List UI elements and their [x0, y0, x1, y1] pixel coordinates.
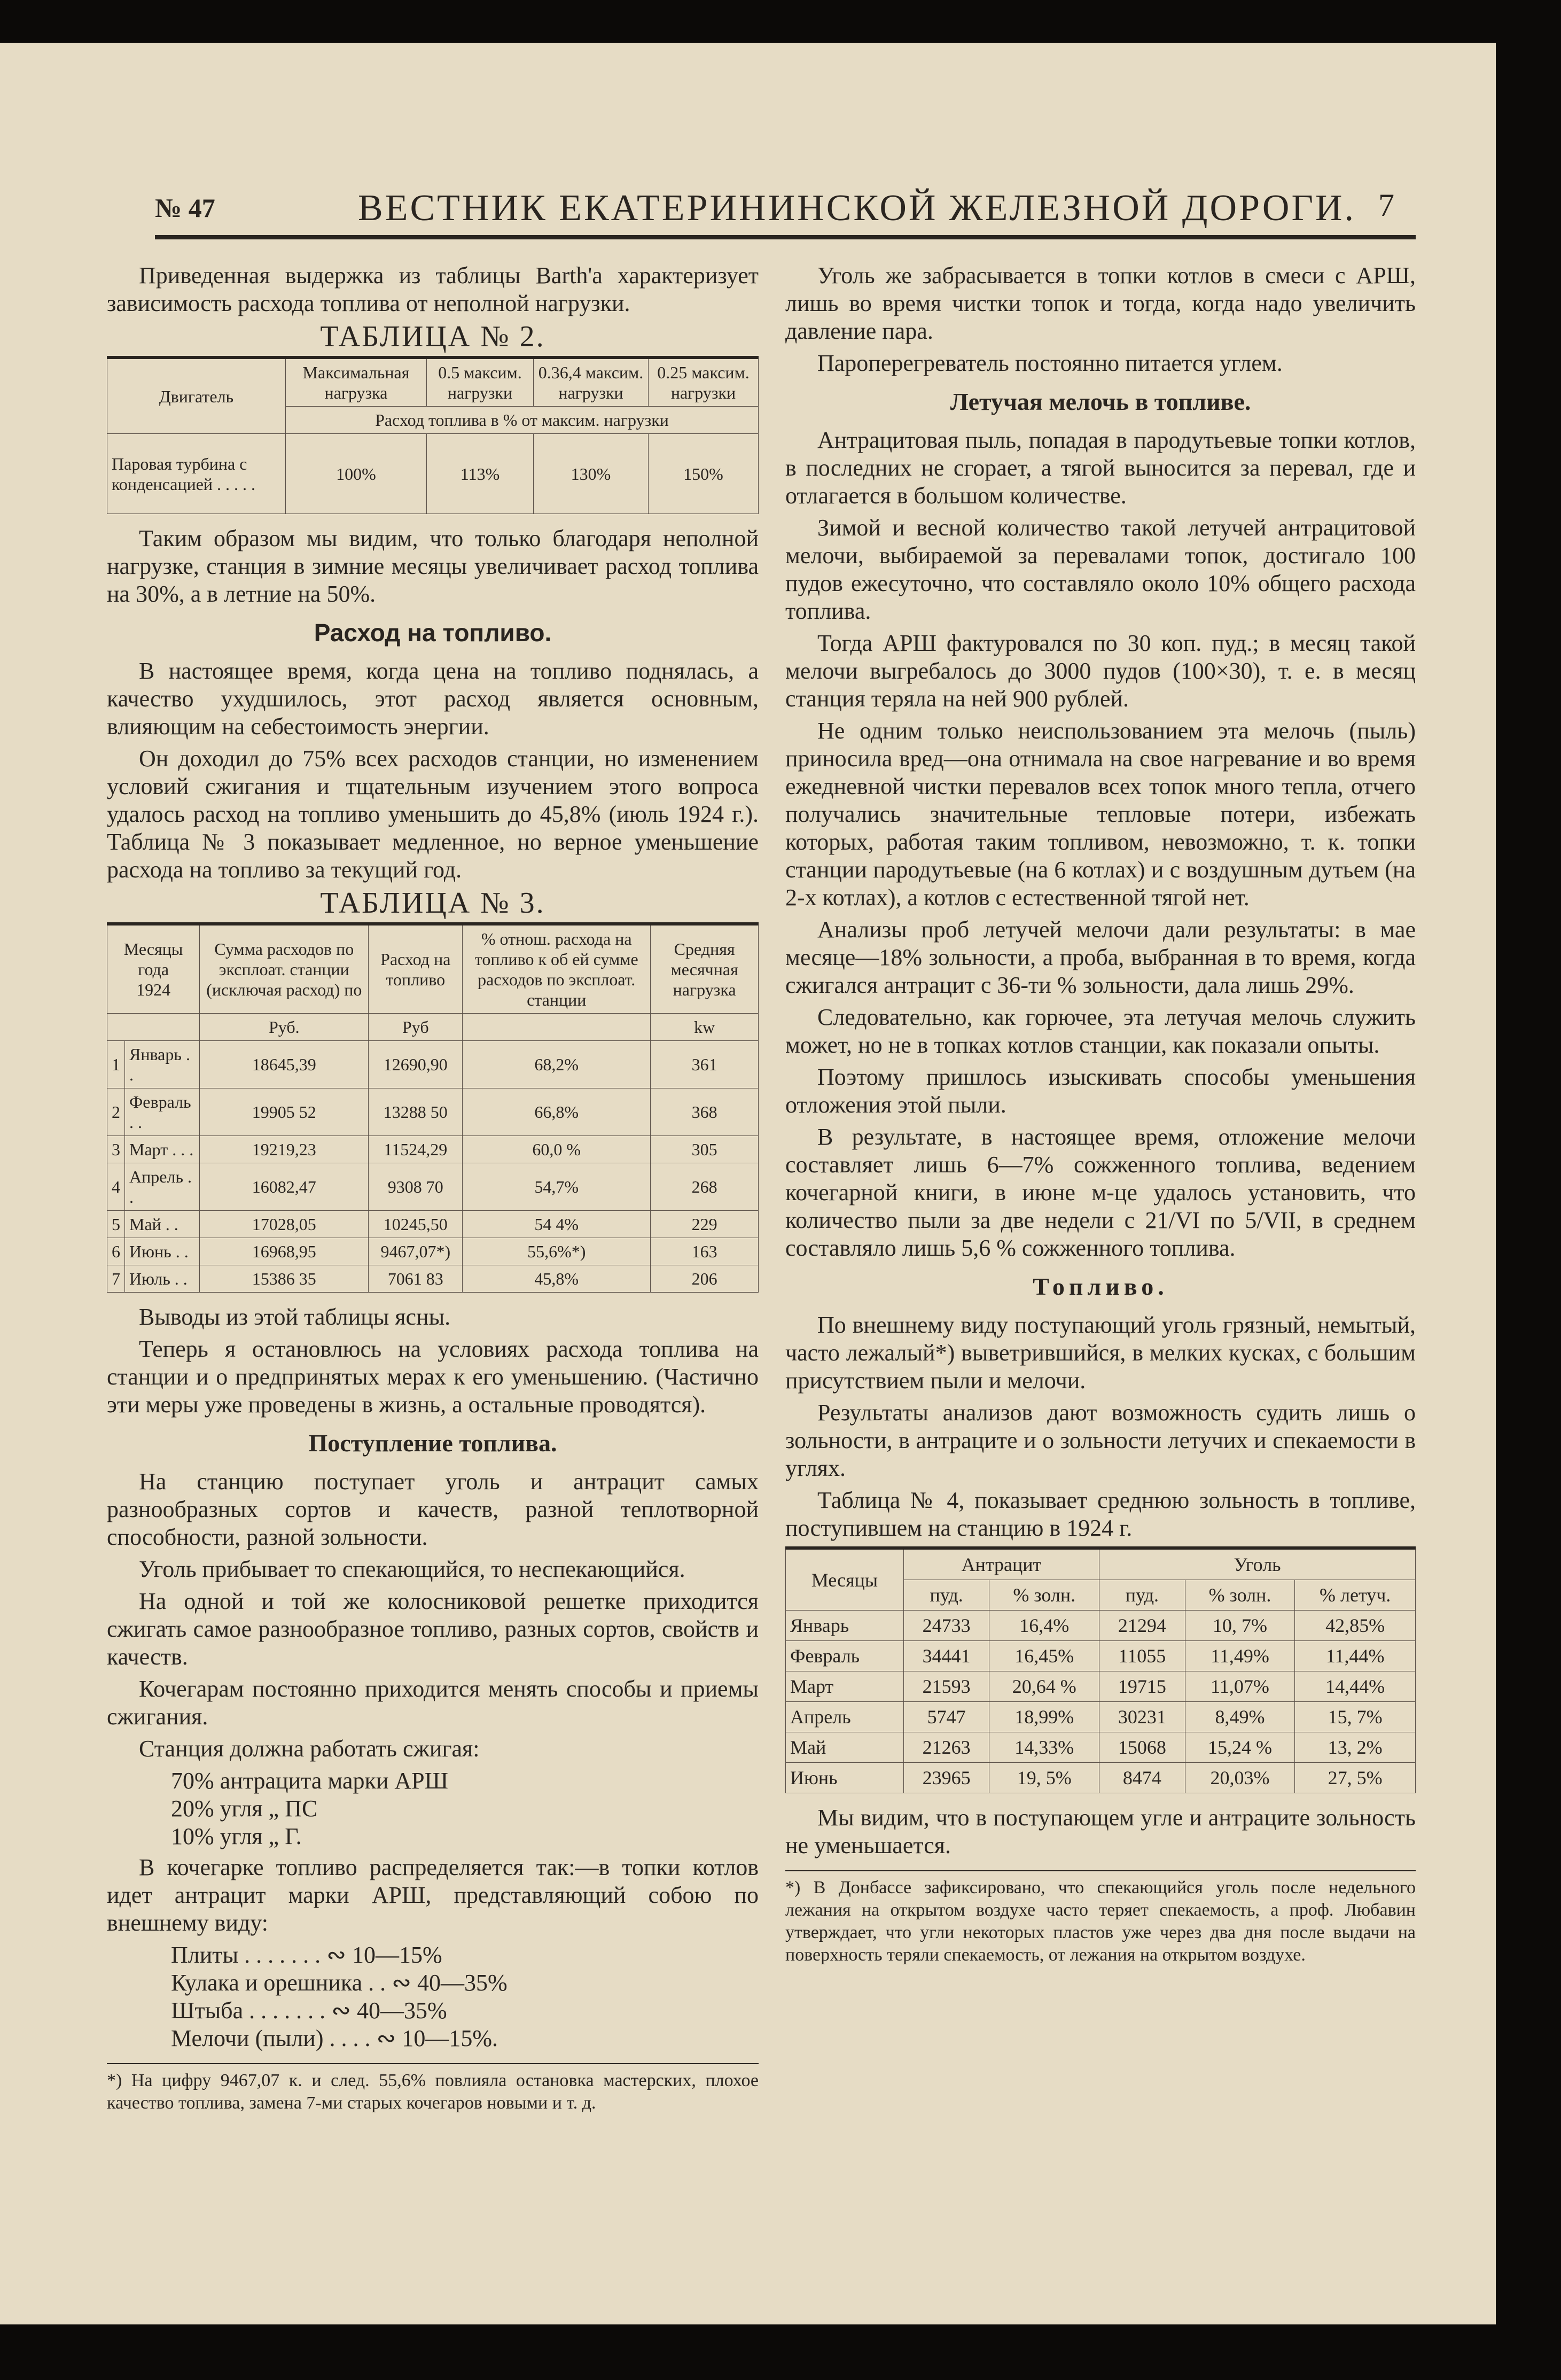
cell: 5747 — [903, 1702, 989, 1732]
cell: 17028,05 — [200, 1211, 369, 1238]
paragraph: На станцию поступает уголь и антрацит самых разнообразных сортов и качеств, разной теплотворной способности, разной зольности. — [107, 1468, 759, 1550]
cell: 24733 — [903, 1611, 989, 1641]
row-month: Апрель . . — [125, 1163, 200, 1211]
table-row — [107, 1163, 759, 1211]
row-month: Февраль — [786, 1641, 904, 1671]
paragraph: Пароперегреватель постоянно питается углем. — [817, 350, 1283, 376]
table4-unit: % летуч. — [1295, 1580, 1416, 1611]
cell: 19715 — [1099, 1671, 1185, 1702]
cell: 16,4% — [989, 1611, 1099, 1641]
row-number: 7 — [107, 1265, 125, 1293]
table2-col-header: 0.36,4 максим. нагрузки — [534, 357, 649, 407]
row-number: 6 — [107, 1238, 125, 1265]
row-month: Июнь — [786, 1763, 904, 1793]
size-list — [171, 1941, 759, 2052]
row-month: Февраль . . — [125, 1088, 200, 1136]
cell: 30231 — [1099, 1702, 1185, 1732]
table4-unit: % золн. — [989, 1580, 1099, 1611]
cell: 16968,95 — [200, 1238, 369, 1265]
list-item: Кулака и орешника . . ∾ 40—35% — [171, 1970, 508, 1996]
section-heading: Топливо. — [1033, 1273, 1168, 1300]
table4-unit: пуд. — [903, 1580, 989, 1611]
row-number: 5 — [107, 1211, 125, 1238]
footnote: *) В Донбассе зафиксировано, что спекающийся уголь после недельного лежания на открытом воздухе часто теряет спекаемость, а проф. Любавин утверждает, что угли некоторых пластов уже через два дня после выдачи на поверхность теряли спекаемость, от лежания на открытом воздухе. — [785, 1870, 1416, 1966]
table3-unit: Руб — [369, 1014, 463, 1041]
cell: 42,85% — [1295, 1611, 1416, 1641]
header-rule — [155, 235, 1416, 239]
table3-unit: Руб. — [200, 1014, 369, 1041]
page-number: 7 — [1378, 188, 1394, 223]
cell: 368 — [651, 1088, 759, 1136]
row-month: Январь — [786, 1611, 904, 1641]
cell: 268 — [651, 1163, 759, 1211]
cell: 34441 — [903, 1641, 989, 1671]
row-month: Март . . . — [125, 1136, 200, 1163]
paragraph: На одной и той же колосниковой решетке приходится сжигать самое разнообразное топливо, разных сортов, свойств и качеств. — [107, 1588, 759, 1670]
paragraph: Поэтому пришлось изыскивать способы уменьшения отложения этой пыли. — [785, 1064, 1416, 1118]
table-row — [107, 1041, 759, 1088]
table4-group-header: Антрацит — [903, 1548, 1099, 1580]
cell: 206 — [651, 1265, 759, 1293]
cell: 7061 83 — [369, 1265, 463, 1293]
cell: 19219,23 — [200, 1136, 369, 1163]
cell: 54 4% — [463, 1211, 651, 1238]
paragraph: В результате, в настоящее время, отложение мелочи составляет лишь 6—7% сожженного топлива, ведением кочегарной книги, в июне м-це удалось установить, что количество пыли за две недели с 21/VI по 5/VII, в среднем составляло лишь 5,6 % сожженного топлива. — [785, 1124, 1416, 1261]
cell: 163 — [651, 1238, 759, 1265]
paragraph: Тогда АРШ фактуровался по 30 коп. пуд.; в месяц такой мелочи выгребалось до 3000 пудов (100×30), т. е. в месяц станция теряла на ней 900 рублей. — [785, 630, 1416, 712]
cell: 19905 52 — [200, 1088, 369, 1136]
right-column — [785, 262, 1416, 1966]
table-row — [107, 1265, 759, 1293]
table-4 — [785, 1546, 1416, 1793]
paragraph: Станция должна работать сжигая: — [139, 1736, 480, 1762]
cell: 361 — [651, 1041, 759, 1088]
paragraph: Теперь я остановлюсь на условиях расхода топлива на станции и о предпринятых мерах к его уменьшению. (Частично эти меры уже проведены в жизнь, а остальные проводятся). — [107, 1336, 759, 1418]
paragraph: Таким образом мы видим, что только благодаря неполной нагрузке, станция в зимние месяцы увеличивает расход топлива на 30%, а в летние на 50%. — [107, 525, 759, 607]
row-number: 4 — [107, 1163, 125, 1211]
cell: 45,8% — [463, 1265, 651, 1293]
paragraph: Уголь прибывает то спекающийся, то неспекающийся. — [139, 1556, 685, 1582]
cell: 11,49% — [1185, 1641, 1295, 1671]
table3-unit-blank — [107, 1014, 200, 1041]
cell: 21593 — [903, 1671, 989, 1702]
scan-border — [0, 2324, 1561, 2380]
cell: 10245,50 — [369, 1211, 463, 1238]
section-heading: Расход на топливо. — [314, 619, 552, 647]
paragraph: Антрацитовая пыль, попадая в пародутьевые топки котлов, в последних не сгорает, а тягой выносится за перевал, где и отлагается в большом количестве. — [785, 427, 1416, 509]
cell: 18,99% — [989, 1702, 1099, 1732]
table3-col-header: % отнош. расхода на топливо к об ей сумме расходов по эксплоат. станции — [463, 924, 651, 1014]
row-month: Май . . — [125, 1211, 200, 1238]
cell: 9467,07*) — [369, 1238, 463, 1265]
cell: 13, 2% — [1295, 1732, 1416, 1763]
table-row — [107, 1211, 759, 1238]
cell: 60,0 % — [463, 1136, 651, 1163]
paragraph: Таблица № 4, показывает среднюю зольность в топливе, поступившем на станцию в 1924 г. — [785, 1487, 1416, 1541]
table-row — [786, 1611, 1416, 1641]
left-column — [107, 262, 759, 2114]
table2-cell: 113% — [427, 434, 534, 514]
table4-unit: % золн. — [1185, 1580, 1295, 1611]
table-row — [786, 1641, 1416, 1671]
list-item: 20% угля „ ПС — [171, 1795, 318, 1822]
paragraph: В кочегарке топливо распределяется так:—в топки котлов идет антрацит марки АРШ, представляющий собою по внешнему виду: — [107, 1854, 759, 1936]
table2-col-header: Максимальная нагрузка — [285, 357, 426, 407]
cell: 305 — [651, 1136, 759, 1163]
row-month: Июль . . — [125, 1265, 200, 1293]
row-number: 1 — [107, 1041, 125, 1088]
list-item: Мелочи (пыли) . . . . ∾ 10—15%. — [171, 2025, 498, 2051]
paragraph: Уголь же забрасывается в топки котлов в смеси с АРШ, лишь во время чистки топок и тогда, когда надо увеличить давление пара. — [785, 262, 1416, 344]
table3-year-label: 1924 — [136, 980, 171, 999]
table3-month-header — [107, 924, 200, 1014]
table2-cell: 130% — [534, 434, 649, 514]
table-row — [786, 1763, 1416, 1793]
table2-row-label: Паровая турбина с конденсацией . . . . . — [107, 434, 286, 514]
cell: 10, 7% — [1185, 1611, 1295, 1641]
table4-group-header: Уголь — [1099, 1548, 1416, 1580]
row-number: 2 — [107, 1088, 125, 1136]
table-row — [786, 1702, 1416, 1732]
row-month: Апрель — [786, 1702, 904, 1732]
fuel-mix-list — [171, 1767, 759, 1850]
list-item: Плиты . . . . . . . ∾ 10—15% — [171, 1942, 442, 1968]
table2-col-header: 0.25 максим. нагрузки — [648, 357, 758, 407]
cell: 229 — [651, 1211, 759, 1238]
cell: 13288 50 — [369, 1088, 463, 1136]
table3-month-label: Месяцы года — [123, 939, 183, 979]
cell: 16,45% — [989, 1641, 1099, 1671]
paragraph: Он доходил до 75% всех расходов станции, но изменением условий сжигания и тщательным изучением этого вопроса удалось расход на топливо уменьшить до 45,8% (июль 1924 г.). Таблица № 3 показывает медленное, но верное уменьшение расхода на топливо за текущий год. — [107, 745, 759, 883]
cell: 11,07% — [1185, 1671, 1295, 1702]
table3-col-header: Сумма расходов по эксплоат. станции (исключая расход) по — [200, 924, 369, 1014]
table2-subheader: Расход топлива в % от максим. нагрузки — [285, 407, 758, 434]
row-number: 3 — [107, 1136, 125, 1163]
table4-unit: пуд. — [1099, 1580, 1185, 1611]
table3-unit-blank — [463, 1014, 651, 1041]
cell: 55,6%*) — [463, 1238, 651, 1265]
paragraph: Следовательно, как горючее, эта летучая мелочь служить может, но не в топках котлов станции, как показали опыты. — [785, 1004, 1416, 1058]
table3-col-header: Расход на топливо — [369, 924, 463, 1014]
paragraph: Зимой и весной количество такой летучей антрацитовой мелочи, выбираемой за перевалами топок, достигало 100 пудов ежесуточно, что составляло около 10% общего расхода топлива. — [785, 515, 1416, 624]
table-row — [786, 1671, 1416, 1702]
table2-cell: 150% — [648, 434, 758, 514]
table-3 — [107, 922, 759, 1293]
table-2 — [107, 356, 759, 514]
cell: 18645,39 — [200, 1041, 369, 1088]
table3-col-header: Средняя месячная нагрузка — [651, 924, 759, 1014]
cell: 9308 70 — [369, 1163, 463, 1211]
cell: 14,33% — [989, 1732, 1099, 1763]
table2-title: ТАБЛИЦА № 2. — [320, 320, 545, 353]
cell: 66,8% — [463, 1088, 651, 1136]
cell: 11,44% — [1295, 1641, 1416, 1671]
paragraph: Не одним только неиспользованием эта мелочь (пыль) приносила вред—она отнимала на свое нагревание и во время ежедневной чистки перевалов всех топок много тепла, отчего получались значительные тепловые потери, избежать которых, работая таким топливом, невозможно, т. к. топки станции пародутьевые (на 6 котлах) и с воздушным дутьем (на 2-х котлах), а котлов с естественной тягой нет. — [785, 718, 1416, 911]
issue-number: № 47 — [155, 193, 215, 223]
section-heading: Летучая мелочь в топливе. — [950, 388, 1251, 415]
paragraph: Мы видим, что в поступающем угле и антраците зольность не уменьшается. — [785, 1805, 1416, 1858]
cell: 68,2% — [463, 1041, 651, 1088]
table3-title: ТАБЛИЦА № 3. — [320, 886, 545, 920]
row-month: Январь . . — [125, 1041, 200, 1088]
table-row — [107, 1136, 759, 1163]
cell: 11055 — [1099, 1641, 1185, 1671]
paragraph: Анализы проб летучей мелочи дали результаты: в мае месяце—18% зольности, а проба, выбранная в то время, когда сжигался антрацит с 36-ти % зольности, дала лишь 29%. — [785, 916, 1416, 998]
cell: 11524,29 — [369, 1136, 463, 1163]
table-row — [786, 1732, 1416, 1763]
row-month: Июнь . . — [125, 1238, 200, 1265]
cell: 15068 — [1099, 1732, 1185, 1763]
cell: 8474 — [1099, 1763, 1185, 1793]
table-row — [107, 1238, 759, 1265]
paragraph: В настоящее время, когда цена на топливо поднялась, а качество ухудшилось, этот расход является основным, влияющим на себестоимость энергии. — [107, 658, 759, 740]
table-row — [107, 1088, 759, 1136]
cell: 54,7% — [463, 1163, 651, 1211]
section-heading: Поступление топлива. — [308, 1429, 557, 1457]
cell: 19, 5% — [989, 1763, 1099, 1793]
paragraph: Выводы из этой таблицы ясны. — [139, 1304, 451, 1330]
cell: 21263 — [903, 1732, 989, 1763]
row-month: Март — [786, 1671, 904, 1702]
cell: 12690,90 — [369, 1041, 463, 1088]
cell: 8,49% — [1185, 1702, 1295, 1732]
page-header — [155, 150, 1416, 230]
cell: 23965 — [903, 1763, 989, 1793]
table2-engine-header: Двигатель — [107, 357, 286, 434]
table2-cell: 100% — [285, 434, 426, 514]
cell: 16082,47 — [200, 1163, 369, 1211]
document-page — [0, 43, 1496, 2330]
table2-col-header: 0.5 максим. нагрузки — [427, 357, 534, 407]
paragraph: Кочегарам постоянно приходится менять способы и приемы сжигания. — [107, 1676, 759, 1730]
cell: 20,03% — [1185, 1763, 1295, 1793]
intro-paragraph: Приведенная выдержка из таблицы Barth'a характеризует зависимость расхода топлива от неполной нагрузки. — [107, 262, 759, 316]
cell: 15,24 % — [1185, 1732, 1295, 1763]
cell: 15386 35 — [200, 1265, 369, 1293]
cell: 20,64 % — [989, 1671, 1099, 1702]
cell: 14,44% — [1295, 1671, 1416, 1702]
cell: 21294 — [1099, 1611, 1185, 1641]
paragraph: Результаты анализов дают возможность судить лишь о зольности, в антраците и о зольности летучих и спекаемости в углях. — [785, 1399, 1416, 1481]
cell: 27, 5% — [1295, 1763, 1416, 1793]
table4-months-header: Месяцы — [786, 1548, 904, 1611]
table3-unit: kw — [651, 1014, 759, 1041]
cell: 15, 7% — [1295, 1702, 1416, 1732]
row-month: Май — [786, 1732, 904, 1763]
list-item: Штыба . . . . . . . ∾ 40—35% — [171, 1997, 447, 2024]
list-item: 70% антрацита марки АРШ — [171, 1768, 449, 1794]
list-item: 10% угля „ Г. — [171, 1823, 302, 1849]
paragraph: По внешнему виду поступающий уголь грязный, немытый, часто лежалый*) выветрившийся, в мелких кусках, с большим присутствием пыли и мелочи. — [785, 1312, 1416, 1394]
journal-title: ВЕСТНИК ЕКАТЕРИНИНСКОЙ ЖЕЛЕЗНОЙ ДОРОГИ. — [358, 188, 1356, 229]
footnote: *) На цифру 9467,07 к. и след. 55,6% повлияла остановка мастерских, плохое качество топлива, замена 7-ми старых кочегаров новыми и т. д. — [107, 2063, 759, 2114]
